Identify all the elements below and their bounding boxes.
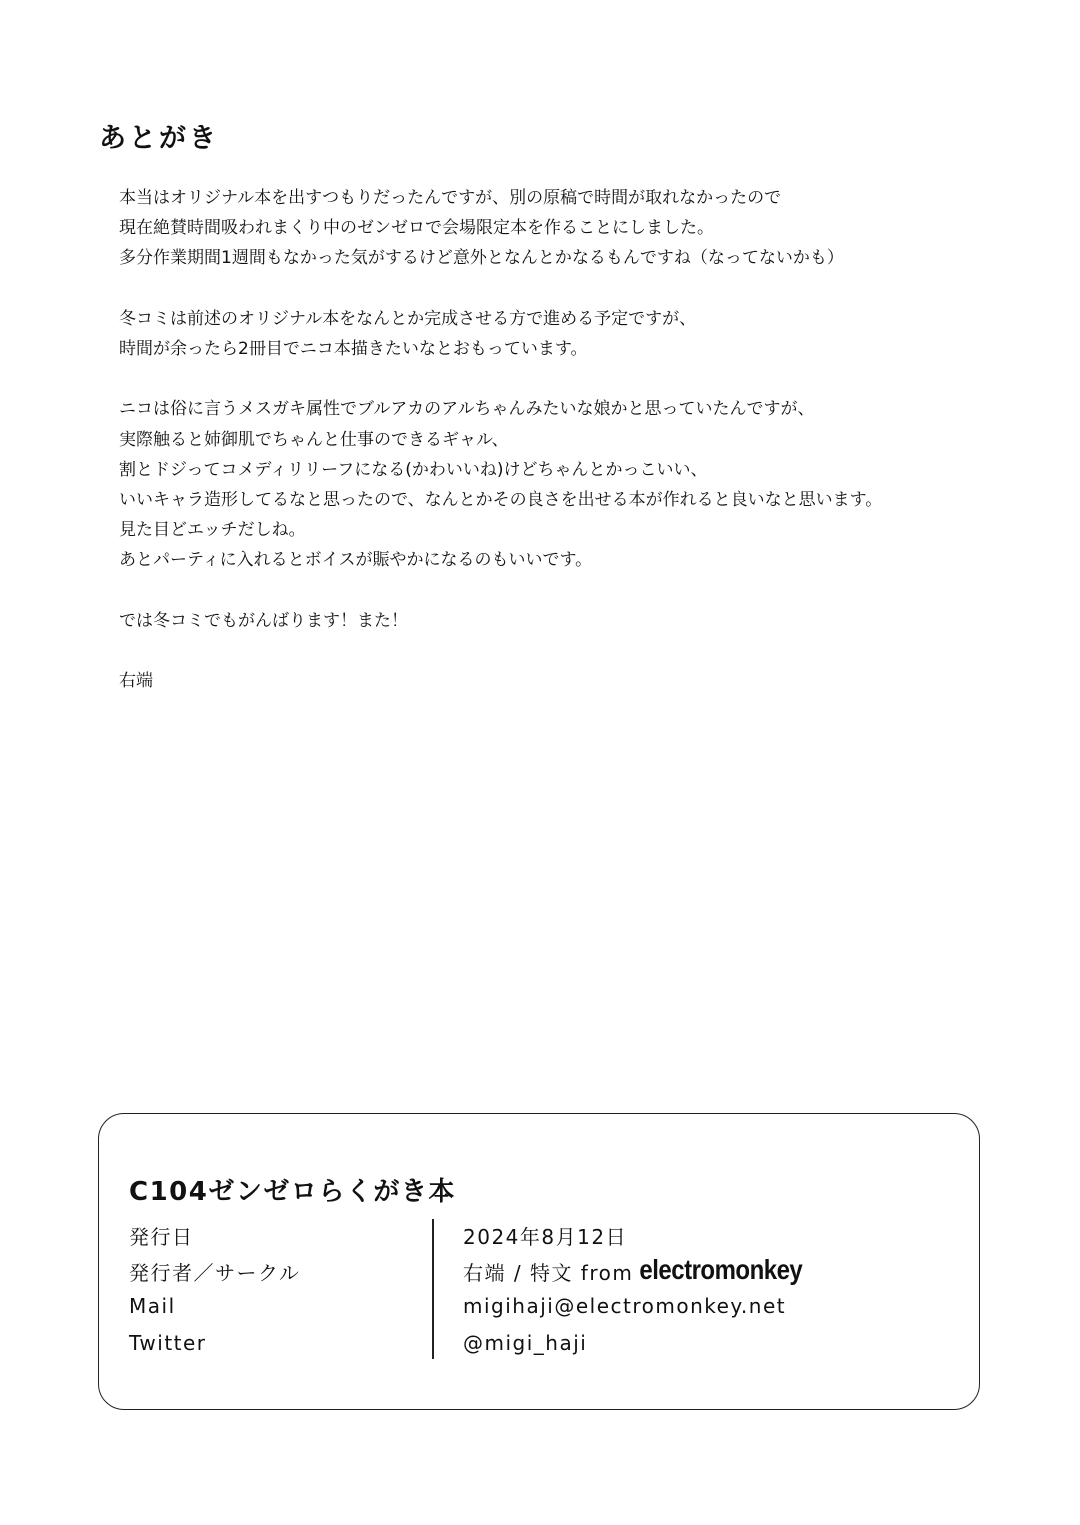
text-line: では冬コミでもがんばります！また！ <box>119 610 408 631</box>
book-title: C104ゼンゼロらくがき本 <box>129 1177 456 1207</box>
afterword-heading: あとがき <box>99 123 219 154</box>
electromonkey-logo: electromonkey <box>639 1254 803 1286</box>
twitter-value: @migi_haji <box>463 1331 588 1355</box>
paragraph-2 <box>119 304 1019 364</box>
twitter-label: Twitter <box>129 1331 207 1355</box>
text-line: 本当はオリジナル本を出すつもりだったんですが、別の原稿で時間が取れなかったので <box>119 188 782 208</box>
afterword-body <box>119 183 1019 727</box>
mail-value: migihaji@electromonkey.net <box>463 1294 787 1318</box>
author-signature: 右端 <box>119 671 153 692</box>
paragraph-3 <box>119 394 1019 575</box>
text-line: 実際触ると姉御肌でちゃんと仕事のできるギャル、 <box>119 429 509 450</box>
text-line: 割とドジってコメディリリーフになる(かわいいね)けどちゃんとかっこいい、 <box>119 459 708 480</box>
text-line: 時間が余ったら2冊目でニコ本描きたいなとおもっています。 <box>119 339 588 359</box>
text-line: ニコは俗に言うメスガキ属性でブルアカのアルちゃんみたいな娘かと思っていたんですが、 <box>119 399 815 420</box>
text-line: 見た目どエッチだしね。 <box>119 520 306 541</box>
text-line: 多分作業期間1週間もなかった気がするけど意外となんとかなるもんですね（なってないかも） <box>119 248 844 269</box>
text-line: 冬コミは前述のオリジナル本をなんとか完成させる方で進める予定ですが、 <box>119 308 697 329</box>
publisher-value: 右端 / 特文 from <box>463 1261 634 1285</box>
publisher-label: 発行者／サークル <box>129 1261 301 1285</box>
colophon-divider <box>432 1219 434 1359</box>
date-value: 2024年8月12日 <box>463 1225 628 1249</box>
paragraph-1 <box>119 183 1019 274</box>
text-line: あとパーティに入れるとボイスが賑やかになるのもいいです。 <box>119 550 593 571</box>
text-line: 現在絶賛時間吸われまくり中のゼンゼロで会場限定本を作ることにしました。 <box>119 218 714 239</box>
signature <box>119 666 1019 696</box>
date-label: 発行日 <box>129 1225 194 1249</box>
mail-label: Mail <box>129 1294 176 1318</box>
publisher-value-wrap <box>463 1254 803 1287</box>
text-line: いいキャラ造形してるなと思ったので、なんとかその良さを出せる本が作れると良いなと思います。 <box>119 490 883 510</box>
paragraph-4 <box>119 606 1019 636</box>
colophon-box <box>98 1113 980 1410</box>
